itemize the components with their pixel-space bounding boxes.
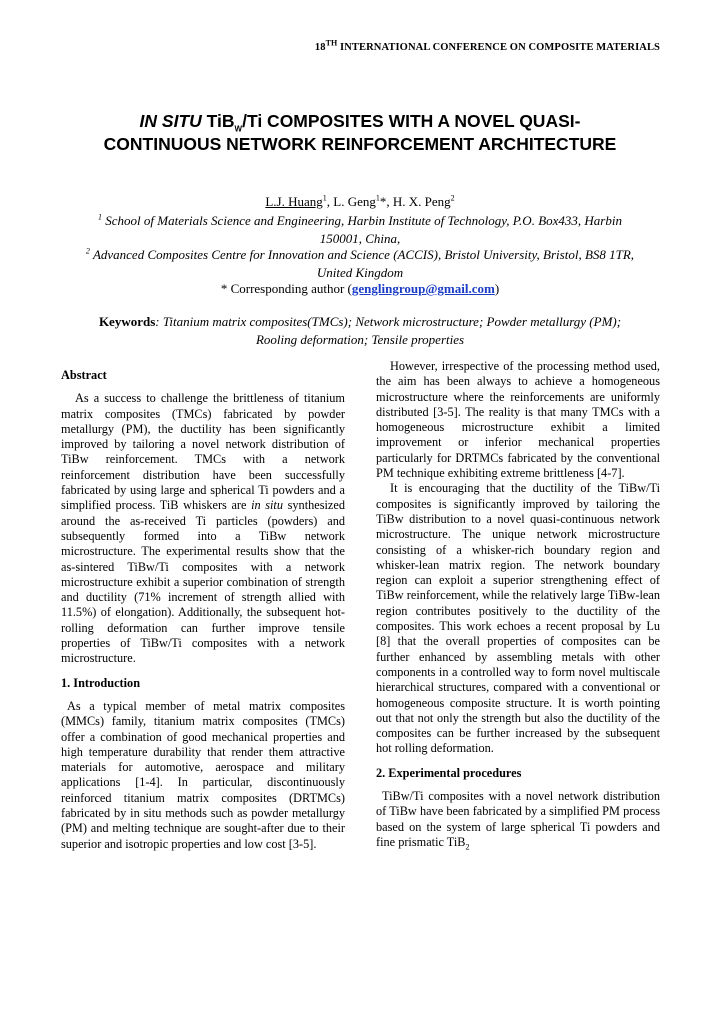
- corresponding-suffix: ): [494, 281, 500, 296]
- affiliation-2-num: 2: [85, 246, 90, 256]
- paper-title: [100, 110, 620, 156]
- conference-header: [0, 38, 720, 53]
- author-peng: *, H. X. Peng: [379, 194, 451, 209]
- corresponding-author: [0, 281, 720, 297]
- abstract-text-a: As a success to challenge the brittleness of titanium matrix composites (TMCs) fabricated by powder metallurgy (PM), the ductility has been significantly improved by tailoring a novel network distribution of TiBw reinforcement. TMCs with a network reinforcement distribution have been successfully fabricated by using large and spherical Ti powders and a simplified process. TiB whiskers are: [61, 391, 345, 513]
- corresponding-prefix: * Corresponding author (: [220, 281, 352, 296]
- abstract-italic: in situ: [251, 498, 284, 513]
- affiliation-1-num: 1: [98, 212, 103, 222]
- header-sup: TH: [325, 38, 338, 48]
- experimental-heading: 2. Experimental procedures: [376, 765, 522, 780]
- affiliation-2-text: Advanced Composites Centre for Innovation and Science (ACCIS), Bristol University, Bristol, BS8 1TR, United Kingdom: [92, 247, 635, 280]
- intro-paragraph-1: As a typical member of metal matrix composites (MMCs) family, titanium matrix composites (TMCs) offer a combination of good mechanical properties and high temperature durability that render them attractive materials for automotive, aerospace and military applications [1-4]. In particular, discontinuously reinforced titanium matrix composites (DRTMCs) fabricated by in situ methods such as powder metallurgy (PM) and melting technique are sought-after due to their superior and isotropic properties and low cost [3-5].: [61, 698, 345, 851]
- author-huang-sup: 1: [322, 193, 327, 203]
- header-ordinal: 18: [314, 42, 326, 53]
- keywords-label: Keywords: [98, 314, 156, 329]
- affiliation-1-text: School of Materials Science and Engineering, Harbin Institute of Technology, P.O. Box433, Harbin 150001, China: [105, 213, 622, 246]
- keywords-text: : Titanium matrix composites(TMCs); Network microstructure; Powder metallurgy (PM); Rooling deformation; Tensile properties: [155, 314, 622, 347]
- experimental-subscript: 2: [465, 842, 470, 852]
- author-geng-sup: 1: [375, 193, 380, 203]
- experimental-text: TiBw/Ti composites with a novel network distribution of TiBw have been fabricated by a simplified PM process based on the system of large spherical Ti powders and fine prismatic TiB: [376, 789, 660, 849]
- intro-paragraph-2: However, irrespective of the processing method used, the aim has been always to achieve a homogeneous microstructure where the reinforcements are uniformly distributed [3-5]. The reality is that many TMCs with a homogeneous microstructure exhibit a limited improvement or inferior mechanical properties particularly for DRTMCs fabricated by the conventional PM technique exhibiting extreme brittleness [4-7].: [376, 359, 660, 481]
- right-column: [376, 359, 660, 850]
- affiliation-1: $^1$ School of Materials Science and Engineering, Harbin Institute of Technology, P.O. Box433, Harbin 150001, China,: [98, 212, 622, 246]
- title-italic: IN SITU: [139, 111, 202, 131]
- intro-paragraph-3: It is encouraging that the ductility of the TiBw/Ti composites is significantly improved by tailoring the TiBw distribution to a novel quasi-continuous network microstructure. The unique network microstructure consisting of a whisker-rich boundary region and whisker-lean matrix region. The network boundary region can exploit a superior strengthening effect of TiBw reinforcement, while the relatively large TiBw-lean region contributes positively to the ductility of the composites. This work echoes a recent proposal by Lu [8] that the overall properties of composites can be further enhanced by assembling metals with other components in a controlled way to form novel multiscale hierarchical structures, compared with a conventional or homogeneous composite structure. It is worth pointing out that not only the strength but also the ductility of the composites can be further increased by the subsequent hot rolling deformation.: [376, 481, 660, 756]
- title-subscript: W: [234, 124, 243, 134]
- abstract-text-b: synthesized around the as-received Ti particles (powders) and subsequently formed into a TiBw network microstructure. The experimental results show that the as-sintered TiBw/Ti composites with a network microstructure exhibit a superior combination of strength and ductility (71% increment of strength allied with 11.5%) of elongation). Additionally, the subsequent hot-rolling deformation can further improve tensile properties of TiBw/Ti composites with a network microstructure.: [61, 498, 345, 666]
- title-part2: /Ti COMPOSITES WITH A NOVEL QUASI-CONTINUOUS NETWORK REINFORCEMENT ARCHITECTURE: [103, 111, 617, 154]
- keywords: [90, 313, 630, 349]
- title-part1: TiB: [201, 111, 235, 131]
- affiliation-2: [80, 246, 640, 282]
- abstract-heading: Abstract: [61, 368, 107, 382]
- header-text: INTERNATIONAL CONFERENCE ON COMPOSITE MATERIALS: [337, 42, 660, 53]
- abstract-paragraph: [61, 391, 345, 666]
- left-column: [61, 368, 345, 852]
- experimental-paragraph-1: [376, 789, 660, 850]
- author-list: [0, 194, 720, 210]
- author-huang: L.J. Huang: [265, 194, 323, 209]
- intro-heading: 1. Introduction: [61, 675, 141, 690]
- author-peng-sup: 2: [450, 193, 455, 203]
- author-geng: , L. Geng: [326, 194, 376, 209]
- email-link[interactable]: genglingroup@gmail.com: [351, 281, 495, 296]
